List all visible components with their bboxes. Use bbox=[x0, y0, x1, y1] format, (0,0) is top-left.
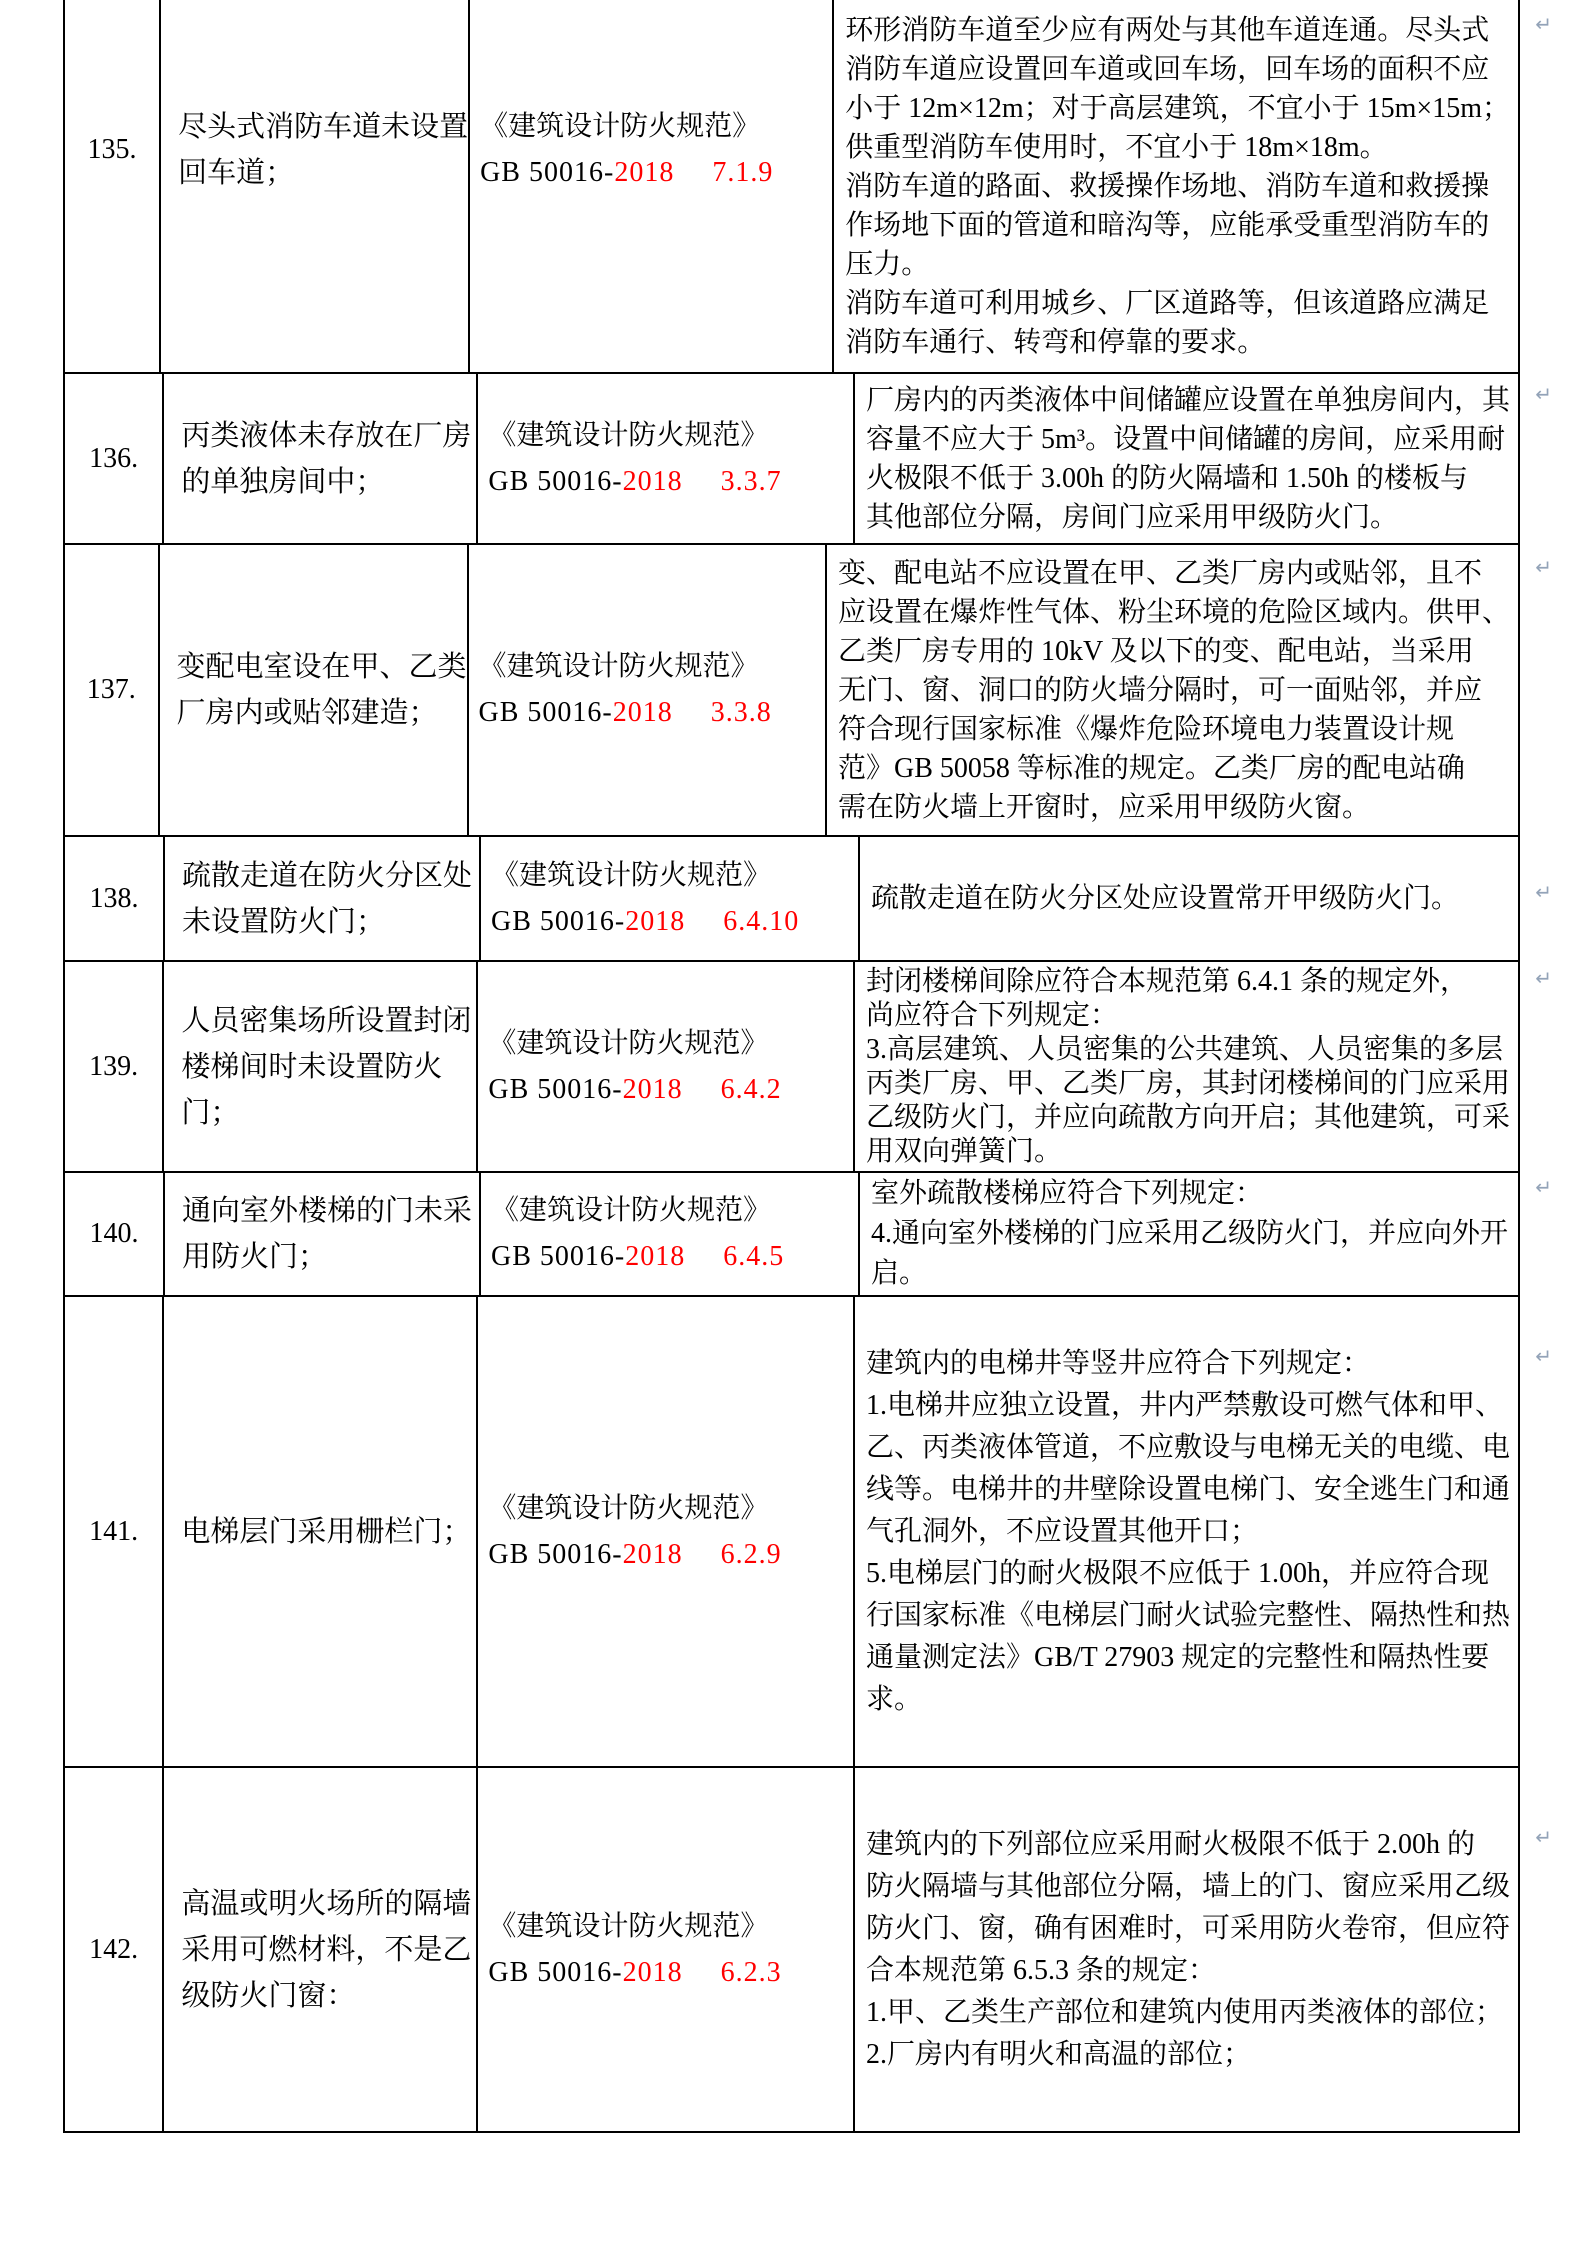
table-row bbox=[65, 1173, 1552, 1297]
code-reference-number bbox=[488, 459, 853, 505]
regulation-detail-line: 求。 bbox=[865, 1683, 922, 1715]
regulation-detail-cell bbox=[858, 837, 1552, 960]
regulation-detail-line: 线等。电梯井的井壁除设置电梯门、安全逃生门和通 bbox=[865, 1473, 1510, 1505]
violation-description-line: 的单独房间中； bbox=[181, 465, 385, 498]
row-number-cell bbox=[65, 1173, 163, 1295]
code-section-red: 6.4.5 bbox=[723, 1241, 785, 1272]
row-number-cell bbox=[65, 962, 162, 1171]
violation-description-line: 尽头式消防车道未设置 bbox=[178, 111, 469, 143]
code-reference bbox=[491, 1188, 858, 1280]
row-number: 136. bbox=[89, 442, 139, 474]
regulation-detail-line: 建筑内的下列部位应采用耐火极限不低于 2.00h 的 bbox=[865, 1828, 1475, 1860]
code-number-black: GB 50016- bbox=[488, 465, 623, 497]
regulation-detail-line: 容量不应大于 5m³。设置中间储罐的房间，应采用耐 bbox=[865, 423, 1506, 455]
paragraph-mark-icon: ↵ bbox=[1535, 381, 1552, 406]
code-reference bbox=[488, 1486, 853, 1578]
row-number-cell bbox=[65, 545, 158, 835]
regulation-detail-text bbox=[860, 1174, 1552, 1294]
violation-description bbox=[181, 1881, 476, 2019]
regulation-detail-line: 1.甲、乙类生产部位和建筑内使用丙类液体的部位； bbox=[865, 1996, 1503, 2028]
regulation-detail-text bbox=[860, 879, 1552, 918]
code-reference-number bbox=[480, 150, 832, 196]
regulation-detail-cell bbox=[825, 545, 1552, 835]
row-number-cell bbox=[65, 1297, 162, 1766]
paragraph-mark-icon: ↵ bbox=[1535, 554, 1552, 579]
row-number: 137. bbox=[86, 674, 136, 705]
code-section-red: 3.3.8 bbox=[710, 697, 772, 728]
row-number-cell bbox=[65, 0, 159, 372]
code-section-red: 6.2.3 bbox=[720, 1956, 782, 1988]
code-number-black: GB 50016- bbox=[491, 905, 626, 937]
code-reference bbox=[488, 1021, 853, 1113]
code-year-red: 2018 bbox=[625, 905, 686, 937]
row-number: 141. bbox=[89, 1515, 139, 1547]
violation-description-line: 电梯层门采用栅栏门； bbox=[181, 1515, 472, 1548]
regulation-detail-text bbox=[855, 1343, 1552, 1721]
code-year-red: 2018 bbox=[622, 1538, 683, 1570]
code-year-red: 2018 bbox=[622, 1956, 683, 1988]
regulation-detail-text bbox=[855, 965, 1552, 1169]
table-row bbox=[65, 0, 1552, 374]
violation-description-cell bbox=[159, 0, 468, 372]
code-reference-number bbox=[488, 1532, 853, 1578]
regulation-detail-line: 尚应符合下列规定： bbox=[865, 999, 1118, 1031]
regulation-detail-cell bbox=[853, 1297, 1552, 1766]
regulation-detail-line: 丙类厂房、甲、乙类厂房，其封闭楼梯间的门应采用 bbox=[865, 1067, 1510, 1099]
code-reference bbox=[488, 413, 853, 505]
fire-code-violations-table bbox=[63, 0, 1552, 2133]
regulation-detail-line: 环形消防车道至少应有两处与其他车道连通。尽头式 bbox=[845, 14, 1490, 46]
regulation-detail-line: 符合现行国家标准《爆炸危险环境电力装置设计规 bbox=[837, 713, 1454, 745]
violation-description-cell bbox=[163, 1173, 479, 1295]
regulation-detail-line: 气孔洞外，不应设置其他开口； bbox=[865, 1515, 1258, 1547]
regulation-detail-line: 厂房内的丙类液体中间储罐应设置在单独房间内，其 bbox=[865, 384, 1510, 416]
regulation-detail-line: 压力。 bbox=[845, 248, 930, 280]
regulation-detail-line: 无门、窗、洞口的防火墙分隔时，可一面贴邻，并应 bbox=[837, 674, 1482, 706]
regulation-detail-line: 范》GB 50058 等标准的规定。乙类厂房的配电站确 bbox=[837, 752, 1465, 784]
code-reference-title: 《建筑设计防火规范》 bbox=[488, 1492, 769, 1524]
table-row bbox=[65, 374, 1552, 545]
code-section-red: 7.1.9 bbox=[712, 157, 774, 188]
violation-description-cell bbox=[163, 837, 479, 960]
code-reference-cell bbox=[476, 374, 853, 543]
regulation-detail-line: 消防车道可利用城乡、厂区道路等，但该道路应满足 bbox=[845, 287, 1490, 319]
code-reference-title: 《建筑设计防火规范》 bbox=[480, 111, 761, 142]
violation-description-line: 未设置防火门； bbox=[182, 905, 386, 938]
paragraph-mark-icon: ↵ bbox=[1535, 1175, 1552, 1199]
regulation-detail-line: 5.电梯层门的耐火极限不应低于 1.00h，并应符合现 bbox=[865, 1557, 1489, 1589]
row-number-cell bbox=[65, 837, 163, 960]
code-year-red: 2018 bbox=[622, 1073, 683, 1105]
paragraph-mark-icon: ↵ bbox=[1535, 11, 1552, 36]
code-reference-cell bbox=[468, 0, 832, 372]
regulation-detail-line: 疏散走道在防火分区处应设置常开甲级防火门。 bbox=[871, 883, 1460, 914]
regulation-detail-line: 行国家标准《电梯层门耐火试验完整性、隔热性和热 bbox=[865, 1599, 1510, 1631]
code-reference-cell bbox=[476, 1297, 853, 1766]
row-number: 140. bbox=[89, 1218, 139, 1249]
code-reference-title: 《建筑设计防火规范》 bbox=[488, 1027, 769, 1059]
regulation-detail-line: 防火门、窗，确有困难时，可采用防火卷帘，但应符 bbox=[865, 1912, 1510, 1944]
violation-description bbox=[181, 998, 476, 1136]
regulation-detail-line: 乙类厂房专用的 10kV 及以下的变、配电站，当采用 bbox=[837, 635, 1474, 667]
paragraph-mark-icon: ↵ bbox=[1535, 880, 1552, 904]
regulation-detail-cell bbox=[832, 0, 1552, 372]
table-row bbox=[65, 962, 1552, 1173]
violation-description-cell bbox=[158, 545, 467, 835]
code-section-red: 3.3.7 bbox=[720, 465, 782, 497]
code-reference-number bbox=[488, 1950, 853, 1996]
row-number-cell bbox=[65, 1768, 162, 2131]
code-reference bbox=[479, 644, 825, 736]
violation-description-line: 通向室外楼梯的门未采 bbox=[182, 1195, 473, 1227]
regulation-detail-line: 变、配电站不应设置在甲、乙类厂房内或贴邻，且不 bbox=[837, 557, 1482, 589]
regulation-detail-line: 3.高层建筑、人员密集的公共建筑、人员密集的多层 bbox=[865, 1033, 1503, 1065]
violation-description-line: 变配电室设在甲、乙类 bbox=[176, 651, 467, 683]
regulation-detail-cell bbox=[853, 374, 1552, 543]
violation-description-cell bbox=[162, 1297, 476, 1766]
regulation-detail-line: 室外疏散楼梯应符合下列规定： bbox=[871, 1178, 1264, 1209]
code-year-red: 2018 bbox=[625, 1241, 686, 1272]
row-number: 139. bbox=[89, 1050, 139, 1082]
code-reference-number bbox=[491, 899, 858, 945]
regulation-detail-line: 火极限不低于 3.00h 的防火隔墙和 1.50h 的楼板与 bbox=[865, 462, 1468, 494]
regulation-detail-line: 供重型消防车使用时，不宜小于 18m×18m。 bbox=[845, 131, 1388, 163]
code-reference bbox=[488, 1904, 853, 1996]
violation-description-line: 门； bbox=[181, 1096, 240, 1129]
violation-description-line: 楼梯间时未设置防火 bbox=[181, 1050, 443, 1083]
table-row bbox=[65, 1297, 1552, 1768]
violation-description-line: 疏散走道在防火分区处 bbox=[182, 859, 473, 892]
regulation-detail-line: 合本规范第 6.5.3 条的规定： bbox=[865, 1954, 1216, 1986]
violation-description-cell bbox=[162, 1768, 476, 2131]
code-reference-title: 《建筑设计防火规范》 bbox=[491, 859, 772, 891]
code-section-red: 6.2.9 bbox=[720, 1538, 782, 1570]
regulation-detail-line: 防火隔墙与其他部位分隔，墙上的门、窗应采用乙级 bbox=[865, 1870, 1510, 1902]
regulation-detail-text bbox=[827, 554, 1552, 827]
regulation-detail-line: 用双向弹簧门。 bbox=[865, 1135, 1062, 1167]
violation-description bbox=[177, 644, 467, 736]
regulation-detail-line: 通量测定法》GB/T 27903 规定的完整性和隔热性要 bbox=[865, 1641, 1490, 1673]
violation-description-line: 回车道； bbox=[178, 157, 295, 189]
code-reference-cell bbox=[467, 545, 825, 835]
regulation-detail-line: 应设置在爆炸性气体、粉尘环境的危险区域内。供甲、 bbox=[837, 596, 1510, 628]
table-row bbox=[65, 837, 1552, 962]
code-reference-title: 《建筑设计防火规范》 bbox=[488, 419, 769, 451]
table-row bbox=[65, 1768, 1552, 2133]
code-reference-title: 《建筑设计防火规范》 bbox=[488, 1910, 769, 1942]
code-year-red: 2018 bbox=[622, 465, 683, 497]
code-section-red: 6.4.10 bbox=[723, 905, 800, 937]
code-reference bbox=[491, 853, 858, 945]
code-reference-number bbox=[479, 690, 825, 736]
regulation-detail-line: 作场地下面的管道和暗沟等，应能承受重型消防车的 bbox=[845, 209, 1490, 241]
regulation-detail-line: 封闭楼梯间除应符合本规范第 6.4.1 条的规定外， bbox=[865, 965, 1468, 997]
violation-description bbox=[181, 413, 476, 505]
code-reference-title: 《建筑设计防火规范》 bbox=[478, 651, 759, 682]
code-number-black: GB 50016- bbox=[488, 1073, 623, 1105]
regulation-detail-line: 消防车通行、转弯和停靠的要求。 bbox=[845, 326, 1266, 358]
code-number-black: GB 50016- bbox=[480, 157, 615, 188]
regulation-detail-text bbox=[834, 11, 1552, 362]
code-section-red: 6.4.2 bbox=[720, 1073, 782, 1105]
paragraph-mark-icon: ↵ bbox=[1535, 1824, 1552, 1849]
code-number-black: GB 50016- bbox=[488, 1538, 623, 1570]
paragraph-mark-icon: ↵ bbox=[1535, 1343, 1552, 1368]
regulation-detail-cell bbox=[858, 1173, 1552, 1295]
violation-description-cell bbox=[162, 374, 476, 543]
code-reference-number bbox=[491, 1234, 858, 1280]
code-reference-cell bbox=[476, 1768, 853, 2131]
code-reference-cell bbox=[476, 962, 853, 1171]
regulation-detail-line: 2.厂房内有明火和高温的部位； bbox=[865, 2038, 1251, 2070]
violation-description bbox=[182, 853, 479, 945]
regulation-detail-line: 其他部位分隔，房间门应采用甲级防火门。 bbox=[865, 501, 1398, 533]
table-row bbox=[65, 545, 1552, 837]
row-number-cell bbox=[65, 374, 162, 543]
regulation-detail-line: 消防车道的路面、救援操作场地、消防车道和救援操 bbox=[845, 170, 1490, 202]
regulation-detail-line: 乙级防火门，并应向疏散方向开启；其他建筑，可采 bbox=[865, 1101, 1510, 1133]
violation-description-line: 高温或明火场所的隔墙 bbox=[181, 1887, 472, 1920]
violation-description-line: 厂房内或贴邻建造； bbox=[176, 697, 438, 729]
regulation-detail-cell bbox=[853, 1768, 1552, 2131]
paragraph-mark-icon: ↵ bbox=[1535, 965, 1552, 990]
code-number-black: GB 50016- bbox=[478, 697, 613, 728]
row-number: 138. bbox=[89, 882, 139, 914]
violation-description bbox=[178, 104, 468, 196]
code-reference bbox=[480, 104, 832, 196]
code-reference-cell bbox=[479, 1173, 858, 1295]
regulation-detail-line: 4.通向室外楼梯的门应采用乙级防火门，并应向外开 bbox=[871, 1218, 1509, 1249]
regulation-detail-cell bbox=[853, 962, 1552, 1171]
violation-description bbox=[181, 1509, 476, 1555]
violation-description-line: 用防火门； bbox=[182, 1241, 328, 1273]
violation-description-cell bbox=[162, 962, 476, 1171]
row-number: 135. bbox=[87, 134, 137, 165]
code-year-red: 2018 bbox=[614, 157, 675, 188]
regulation-detail-text bbox=[855, 381, 1552, 537]
code-year-red: 2018 bbox=[612, 697, 673, 728]
code-reference-title: 《建筑设计防火规范》 bbox=[491, 1195, 772, 1226]
regulation-detail-line: 消防车道应设置回车道或回车场，回车场的面积不应 bbox=[845, 53, 1490, 85]
regulation-detail-line: 乙、丙类液体管道，不应敷设与电梯无关的电缆、电 bbox=[865, 1431, 1510, 1463]
violation-description bbox=[182, 1188, 479, 1280]
regulation-detail-line: 启。 bbox=[871, 1258, 928, 1289]
regulation-detail-line: 建筑内的电梯井等竖井应符合下列规定： bbox=[865, 1347, 1370, 1379]
code-number-black: GB 50016- bbox=[491, 1241, 626, 1272]
regulation-detail-line: 1.电梯井应独立设置，井内严禁敷设可燃气体和甲、 bbox=[865, 1389, 1503, 1421]
regulation-detail-line: 小于 12m×12m；对于高层建筑，不宜小于 15m×15m； bbox=[845, 92, 1510, 124]
regulation-detail-line: 需在防火墙上开窗时，应采用甲级防火窗。 bbox=[837, 791, 1370, 823]
code-reference-cell bbox=[479, 837, 858, 960]
violation-description-line: 人员密集场所设置封闭 bbox=[181, 1004, 472, 1037]
violation-description-line: 丙类液体未存放在厂房 bbox=[181, 419, 472, 452]
regulation-detail-text bbox=[855, 1824, 1552, 2076]
code-reference-number bbox=[488, 1067, 853, 1113]
row-number: 142. bbox=[89, 1933, 139, 1965]
violation-description-line: 级防火门窗： bbox=[181, 1979, 356, 2012]
code-number-black: GB 50016- bbox=[488, 1956, 623, 1988]
violation-description-line: 采用可燃材料，不是乙 bbox=[181, 1933, 472, 1966]
